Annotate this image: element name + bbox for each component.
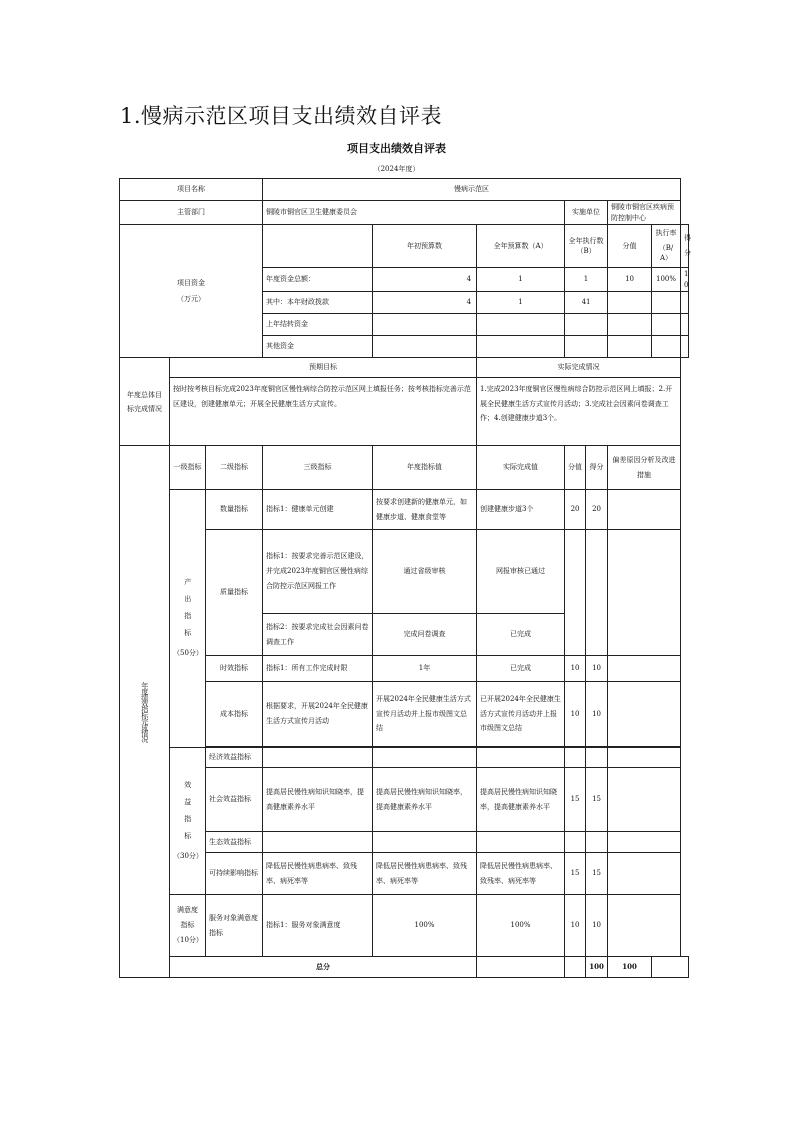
funds-row-initial <box>373 336 477 358</box>
level3-header: 三级指标 <box>263 446 373 490</box>
indicators-side-label-text: 年度绩效指标完成情况 <box>140 681 149 742</box>
table-row <box>120 957 689 978</box>
funds-row-score <box>681 314 689 336</box>
funds-row-label: 其他资金 <box>263 336 373 358</box>
table-row <box>120 853 689 895</box>
social-l3: 提高居民慢性病知识知晓率，提高健康素养水平 <box>263 768 373 832</box>
timeliness-deviation <box>608 656 681 682</box>
benefit-label-text: 效益指标 <box>183 780 192 849</box>
funds-row-weight <box>608 336 652 358</box>
total-score: 100 <box>608 957 652 978</box>
econ-weight <box>565 748 586 768</box>
eco-label: 生态效益指标 <box>206 832 263 853</box>
total-deviation <box>652 957 689 978</box>
funds-row-rate <box>652 336 681 358</box>
econ-target <box>373 748 477 768</box>
funds-label-1: 项目资金 <box>177 278 206 287</box>
output-points: （50分） <box>173 649 203 658</box>
quality-score <box>586 530 608 656</box>
table-row <box>120 179 689 201</box>
funds-blank-header <box>263 225 373 268</box>
funds-row-initial: 4 <box>373 268 477 292</box>
satisfaction-points: （10分） <box>173 935 203 944</box>
timeliness-actual: 已完成 <box>477 656 565 682</box>
funds-row-rate <box>652 292 681 314</box>
total-weight: 100 <box>586 957 608 978</box>
deviation-header: 偏差原因分析及改进措施 <box>608 446 681 490</box>
funds-row-label: 其中：本年财政拨款 <box>263 292 373 314</box>
sustain-score: 15 <box>586 853 608 895</box>
funds-row-rate: 100% <box>652 268 681 292</box>
output-label-text: 产出指标 <box>183 578 192 647</box>
satisfaction-l3: 指标1：服务对象满意度 <box>263 895 373 957</box>
impl-label: 实施单位 <box>565 201 608 225</box>
timeliness-l3: 指标1：所有工作完成时限 <box>263 656 373 682</box>
table-row <box>120 530 689 614</box>
satisfaction-label <box>170 895 206 957</box>
impl-value: 铜陵市铜官区疾病预防控制中心 <box>608 201 681 225</box>
dept-label: 主管部门 <box>120 201 263 225</box>
output-label <box>170 490 206 748</box>
level2-header: 二级指标 <box>206 446 263 490</box>
table-row <box>120 446 689 490</box>
satisfaction-label-2: 指标 <box>180 921 195 930</box>
quality2-actual: 已完成 <box>477 614 565 656</box>
econ-deviation <box>608 748 681 768</box>
funds-row-weight: 10 <box>608 268 652 292</box>
funds-initial-header: 年初预算数 <box>373 225 477 268</box>
goals-label-text: 年度总体目标完成情况 <box>127 390 162 413</box>
satisfaction-target: 100% <box>373 895 477 957</box>
funds-row-label: 年度资金总额： <box>263 268 373 292</box>
table-row <box>120 656 689 682</box>
sustain-label: 可持续影响指标 <box>206 853 263 895</box>
benefit-points: （30分） <box>173 851 203 860</box>
quantity-score: 20 <box>586 490 608 530</box>
funds-row-executed: 1 <box>565 268 608 292</box>
funds-row-executed <box>565 336 608 358</box>
actual-header: 实际完成值 <box>477 446 565 490</box>
satisfaction-actual: 100% <box>477 895 565 957</box>
eco-deviation <box>608 832 681 853</box>
benefit-label <box>170 748 206 895</box>
eco-actual <box>477 832 565 853</box>
funds-executed-header: 全年执行数（B） <box>565 225 608 268</box>
satisfaction-label-1: 满意度 <box>177 906 198 915</box>
total-target <box>477 957 565 978</box>
eco-target <box>373 832 477 853</box>
social-label: 社会效益指标 <box>206 768 263 832</box>
cost-target: 开展2024年全民健康生活方式宣传月活动并上报市级图文总结 <box>373 682 477 747</box>
table-row <box>120 748 689 768</box>
table-row <box>120 832 689 853</box>
social-score: 15 <box>586 768 608 832</box>
funds-row-budget: 1 <box>477 292 565 314</box>
target-header: 年度指标值 <box>373 446 477 490</box>
project-name-value: 慢病示范区 <box>263 179 681 201</box>
cost-label: 成本指标 <box>206 682 263 747</box>
funds-row-executed: 41 <box>565 292 608 314</box>
econ-l3 <box>263 748 373 768</box>
total-actual <box>565 957 586 978</box>
funds-row-weight <box>608 314 652 336</box>
funds-row-weight <box>608 292 652 314</box>
cost-deviation <box>608 682 681 747</box>
table-row <box>120 378 689 446</box>
table-title: 项目支出绩效自评表 <box>347 142 446 155</box>
funds-row-score <box>681 292 689 314</box>
goals-actual: 1.完成2023年度铜官区慢性病综合防控示范区网上填报；2.开展全民健康生活方式宣传月活动；3.完成社会因素问卷调查工作；4.创建健康步道3个。 <box>477 378 681 446</box>
goals-label <box>120 358 170 446</box>
goals-expected-header: 预期目标 <box>170 358 477 378</box>
funds-row-score <box>681 336 689 358</box>
dept-value: 铜陵市铜官区卫生健康委员会 <box>263 201 565 225</box>
eco-score <box>586 832 608 853</box>
cost-weight: 10 <box>565 682 586 747</box>
sustain-deviation <box>608 853 681 895</box>
funds-label <box>120 225 263 358</box>
score-header: 得分 <box>586 446 608 490</box>
funds-row-initial <box>373 314 477 336</box>
sustain-target: 降低居民慢性病患病率、致残率、病死率等 <box>373 853 477 895</box>
social-weight: 15 <box>565 768 586 832</box>
satisfaction-weight: 10 <box>565 895 586 957</box>
quantity-label: 数量指标 <box>206 490 263 530</box>
econ-actual <box>477 748 565 768</box>
funds-budget-header: 全年预算数（A） <box>477 225 565 268</box>
quantity-deviation <box>608 490 681 530</box>
sustain-weight: 15 <box>565 853 586 895</box>
timeliness-score: 10 <box>586 656 608 682</box>
quality-label: 质量指标 <box>206 530 263 656</box>
quality2-target: 完成问卷调查 <box>373 614 477 656</box>
table-row <box>120 225 689 268</box>
social-deviation <box>608 768 681 832</box>
cost-score: 10 <box>586 682 608 747</box>
goals-actual-header: 实际完成情况 <box>477 358 681 378</box>
funds-rate-header-2: （B/A） <box>658 243 674 263</box>
level1-header: 一级指标 <box>170 446 206 490</box>
table-row <box>120 682 689 747</box>
funds-label-2: （万元） <box>177 295 206 303</box>
project-name-label: 项目名称 <box>120 179 263 201</box>
social-actual: 提高居民慢性病知识知晓率，提高健康素养水平 <box>477 768 565 832</box>
econ-label: 经济效益指标 <box>206 748 263 768</box>
funds-row-executed <box>565 314 608 336</box>
total-label: 总分 <box>170 957 477 978</box>
table-row <box>120 895 689 957</box>
table-row <box>120 201 689 225</box>
quantity-l3: 指标1：健康单元创建 <box>263 490 373 530</box>
funds-row-rate <box>652 314 681 336</box>
quality1-target: 通过省级审核 <box>373 530 477 614</box>
funds-row-budget <box>477 336 565 358</box>
eco-l3 <box>263 832 373 853</box>
funds-score-header: 得分 <box>681 225 689 268</box>
timeliness-label: 时效指标 <box>206 656 263 682</box>
quantity-weight: 20 <box>565 490 586 530</box>
satisfaction-score: 10 <box>586 895 608 957</box>
econ-score <box>586 748 608 768</box>
weight-header: 分值 <box>565 446 586 490</box>
funds-row-budget <box>477 314 565 336</box>
quality1-actual: 网报审核已通过 <box>477 530 565 614</box>
quality2-l3: 指标2：按要求完成社会因素问卷调查工作 <box>263 614 373 656</box>
timeliness-target: 1年 <box>373 656 477 682</box>
eco-weight <box>565 832 586 853</box>
satisfaction-deviation <box>608 895 681 957</box>
cost-l3: 根据要求，开展2024年全民健康生活方式宣传月活动 <box>263 682 373 747</box>
quantity-actual: 创建健康步道3个 <box>477 490 565 530</box>
sustain-l3: 降低居民慢性病患病率、致残率、病死率等 <box>263 853 373 895</box>
goals-expected: 按时按考核目标完成2023年度铜官区慢性病综合防控示范区网上填报任务；按考核指标完善示范区建设，创建健康单元；开展全民健康生活方式宣传。 <box>170 378 477 446</box>
social-target: 提高居民慢性病知识知晓率，提高健康素养水平 <box>373 768 477 832</box>
table-row <box>120 768 689 832</box>
funds-row-score: 10 <box>681 268 689 292</box>
sustain-actual: 降低居民慢性病患病率、致残率、病死率等 <box>477 853 565 895</box>
indicators-side-label <box>120 446 170 978</box>
funds-weight-header: 分值 <box>608 225 652 268</box>
year-label: （2024年度） <box>373 165 420 173</box>
funds-rate-header-1: 执行率 <box>655 229 677 238</box>
satisfaction-l2: 服务对象满意度指标 <box>206 895 263 957</box>
quality-weight <box>565 530 586 656</box>
funds-row-budget: 1 <box>477 268 565 292</box>
table-row <box>120 358 689 378</box>
page-heading: 1.慢病示范区项目支出绩效自评表 <box>120 104 443 128</box>
self-evaluation-table <box>119 178 692 978</box>
quality-deviation <box>608 530 681 656</box>
quantity-target: 按要求创建新的健康单元，如健康步道、健康食堂等 <box>373 490 477 530</box>
table-row <box>120 490 689 530</box>
cost-actual: 已开展2024年全民健康生活方式宣传月活动并上报市级图文总结 <box>477 682 565 747</box>
funds-rate-header <box>652 225 681 268</box>
timeliness-weight: 10 <box>565 656 586 682</box>
funds-row-initial: 4 <box>373 292 477 314</box>
funds-row-label: 上年结转资金 <box>263 314 373 336</box>
quality1-l3: 指标1：按要求完善示范区建设，并完成2023年度铜官区慢性病综合防控示范区网报工作 <box>263 530 373 614</box>
